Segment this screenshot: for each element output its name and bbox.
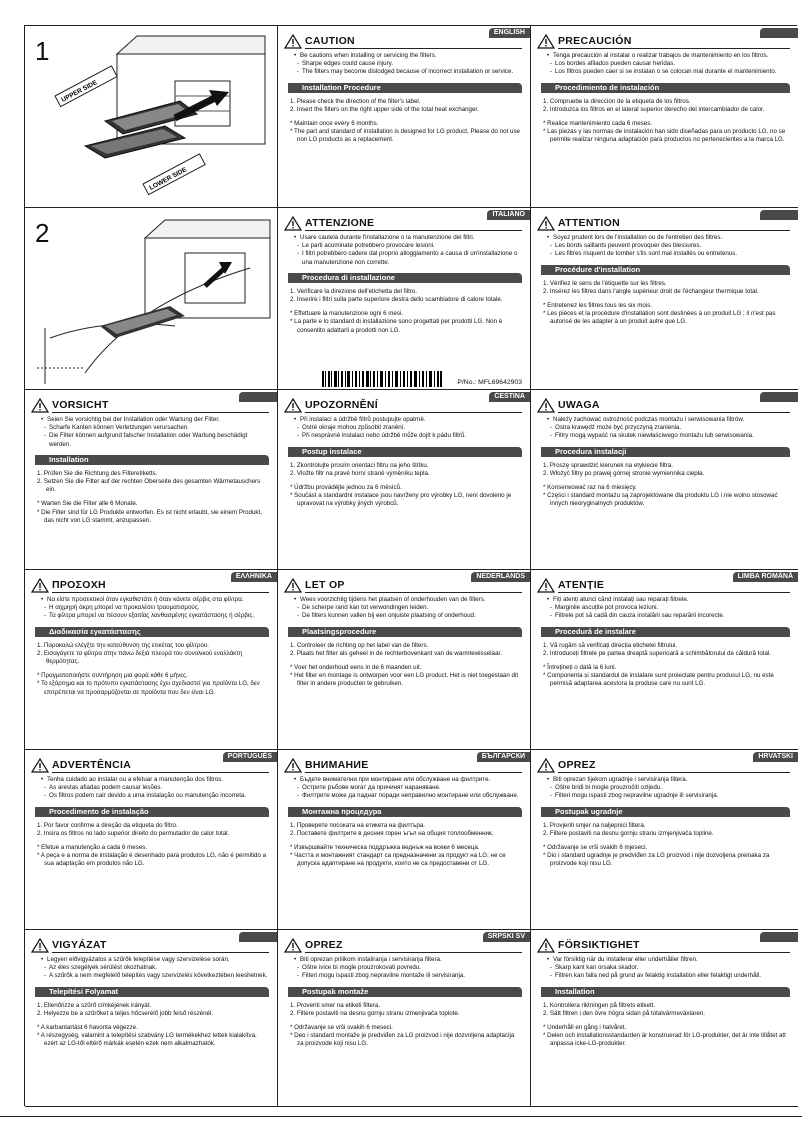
part-number: P/No.: MFL69642903 (457, 379, 522, 386)
procedure-step: 1. Проверете посоката на етикета на филтъра. (290, 821, 426, 829)
figure-cell-1 (25, 26, 278, 207)
section-cell (278, 750, 531, 929)
warning-list (294, 416, 522, 441)
note-item: * A peça e a norma de instalação é desenhado para produtos LG, não é permitido a sua adaptação em produtos não LG. (37, 852, 267, 868)
warning-item: • Να είστε προσεκτικοί όταν εγκαθιστάτε ή όταν κάνετε σέρβις στα φίλτρα. (41, 596, 269, 604)
note-item: * Το εξάρτημα και το πρότυπο εγκατάστασης έχει σχεδιαστεί για προϊόντα LG, δεν επιτρέπεται να προσαρμόζονται σε προϊόντα που δεν είναι LG. (37, 680, 260, 696)
step-number-1: 1 (35, 36, 50, 66)
procedure-step: 2. Introduceți filtrele pe partea dreaptă superioară a schimbătorului de căldură total. (543, 649, 772, 657)
warning-list (547, 52, 790, 77)
filter-install-diagram-2 (25, 208, 278, 389)
note-item: * Deo i standard montaže je predviđen za LG proizvod i nije dozvoljena adaptacija za proizvode koji nisu LG. (290, 1032, 515, 1048)
language-section (25, 753, 277, 869)
notes-list (543, 120, 790, 145)
procedure-title: Postup instalace (288, 447, 522, 457)
warning-item: - Ostra krawędź może być przyczyną zranienia. (547, 424, 790, 432)
notes-list (37, 500, 269, 525)
language-section (278, 933, 530, 1049)
procedure-steps (290, 462, 522, 478)
barcode (322, 371, 442, 387)
warning-item: - Los filtros pueden caer si se instalan o se colocan mal durante el mantenimiento. (547, 68, 790, 76)
procedure-title: Postupak ugradnje (541, 807, 790, 817)
warning-item: • Soyez prudent lors de l'installation ou de l'entretien des filtres. (547, 234, 790, 242)
language-section (531, 398, 798, 509)
warning-item: - Die Filter können aufgrund falscher Installation oder Wartung beschädigt werden. (41, 432, 269, 448)
caution-title: CAUTION (305, 35, 522, 49)
warning-item: - Filtry mogą wypaść na skutek niewłaściwego montażu lub serwisowania. (547, 432, 790, 440)
notes-list (290, 310, 522, 335)
warning-list (41, 956, 269, 981)
section-cell (278, 26, 531, 207)
notes-list (290, 1024, 522, 1049)
language-tab: БЪЛГАРСКИ (477, 752, 530, 762)
warning-triangle-icon (537, 216, 555, 231)
procedure-title: Procedură de instalare (541, 627, 790, 637)
caution-title: ADVERTÊNCIA (52, 759, 269, 773)
procedure-step: 1. Zkontrolujte prosím orientaci filtru na jeho štítku. (290, 461, 429, 469)
procedure-steps (543, 98, 790, 114)
warning-item: - De scherpe rand kan tot verwondingen leiden. (294, 604, 522, 612)
procedure-step: 2. Włożyć filtry po prawej górnej stronie wymiennika ciepła. (543, 469, 705, 477)
procedure-title: Διαδικασία εγκατάστασης (35, 627, 269, 637)
procedure-steps (290, 1002, 522, 1018)
warning-triangle-icon (284, 398, 302, 413)
procedure-title: Installation (35, 455, 269, 465)
language-tab: ČEŠTINA (489, 392, 530, 402)
note-item: * Entretenez les filtres tous les six mois. (543, 302, 653, 310)
procedure-title: Монтажна процедура (288, 807, 522, 817)
notes-list (290, 484, 522, 509)
warning-triangle-icon (537, 938, 555, 953)
section-cell (278, 208, 531, 389)
procedure-step: 1. Ellenőrizze a szűrő címkéjének irányát. (37, 1001, 152, 1009)
language-tab: PORTUGUÊS (223, 752, 277, 762)
warning-item: • Бъдете внимателни при монтиране или обслужване на филтрите. (294, 776, 522, 784)
warning-item: - Le parti acuminate potrebbero provocare lesioni. (294, 242, 522, 250)
warning-item: - Os filtros podem cair devido a uma instalação ou manutenção incorreta. (41, 792, 269, 800)
warning-triangle-icon (537, 34, 555, 49)
note-item: * Las piezas y las normas de instalación han sido diseñadas para un producto LG, no se permite realizar ninguna adaptación para productos no pertenecientes a la marca LG. (543, 128, 786, 144)
note-item: * Effettuare la manutenzione ogni 6 mesi. (290, 310, 404, 318)
notes-list (37, 672, 269, 697)
procedure-title: Procedura instalacji (541, 447, 790, 457)
procedure-steps (290, 288, 522, 304)
warning-item: - Sharpe edges could cause injury. (294, 60, 522, 68)
procedure-step: 2. Поставете филтрите в десния горен ъгъл на общия топлообменник. (290, 829, 494, 837)
section-cell (25, 750, 278, 929)
warning-item: • Legyen elővigyázatos a szűrők telepítése vagy szervizelése során. (41, 956, 269, 964)
note-item: * Het filter en montage is ontworpen voor een LG product. Het is niet toegestaan dit filter in andere producten te gebruiken. (290, 672, 519, 688)
language-tab (239, 932, 277, 942)
procedure-step: 1. Παρακαλώ ελέγξτε την κατεύθυνση της ετικέτας του φίλτρου. (37, 641, 209, 649)
procedure-title: Plaatsingsprocedure (288, 627, 522, 637)
language-tab (760, 28, 798, 38)
procedure-steps (543, 1002, 790, 1018)
procedure-step: 1. Prüfen Sie die Richtung des Filteretiketts. (37, 469, 158, 477)
warning-list (547, 596, 790, 621)
language-section (278, 393, 530, 509)
procedure-steps (290, 98, 522, 114)
warning-item: • Fiți atenți atunci când instalați sau reparați filtrele. (547, 596, 790, 604)
warning-item: - Los bordes afilados pueden causar heridas. (547, 60, 790, 68)
notes-list (543, 1024, 790, 1049)
procedure-step: 2. Εισαγάγετε τα φίλτρα στην πάνω δεξιά πλευρά του συνολικού εναλλάκτη θερμότητας. (37, 649, 243, 666)
language-tab: NEDERLANDS (471, 572, 530, 582)
notes-list (543, 664, 790, 689)
section-cell (531, 208, 798, 389)
section-cell (531, 750, 798, 929)
caution-title: ВНИМАНИЕ (305, 759, 522, 773)
procedure-step: 1. Por favor confirme a direção da etiqueta do filtro. (37, 821, 178, 829)
notes-list (543, 302, 790, 327)
warning-item: - Ostré okraje mohou způsobit zranění. (294, 424, 522, 432)
warning-list (41, 776, 269, 801)
section-cell (25, 930, 278, 1106)
language-section (531, 216, 798, 327)
procedure-step: 1. Proszę sprawdzić kierunek na etykiecie filtra. (543, 461, 673, 469)
note-item: * La parte e lo standard di installazione sono progettati per prodotti LG. Non è consentito adattarli a prodotti non LG. (290, 318, 503, 334)
warning-item: • Tenha cuidado ao instalar ou a efetuar a manutenção dos filtros. (41, 776, 269, 784)
section-cell (278, 930, 531, 1106)
note-item: * Delen och installationsstandarden är konstruerad för LG-produkter, det är inte tillåtet att anpassa icke-LG-produkter. (543, 1032, 786, 1048)
warning-triangle-icon (537, 398, 555, 413)
procedure-step: 2. Helyezze be a szűrőket a teljes hőcserélő jobb felső részénél. (37, 1009, 214, 1017)
warning-item: - Filtrele pot să cadă din cauza instalării sau reparării incorecte. (547, 612, 790, 620)
caution-title: UWAGA (558, 399, 790, 413)
procedure-step: 1. Vă rugăm să verificați direcția etichetei filtrului. (543, 641, 678, 649)
warning-item: • Biti oprezan tijekom ugradnje i servisiranja filtera. (547, 776, 790, 784)
row-5 (25, 750, 798, 930)
language-section (531, 573, 798, 689)
warning-item: - Filteri mogu ispasti zbog nepravilne ugradnje ili servisiranja. (547, 792, 790, 800)
warning-list (41, 596, 269, 621)
caution-title: ATTENTION (558, 217, 790, 231)
language-tab: ITALIANO (487, 210, 530, 220)
procedure-steps (37, 642, 269, 667)
section-cell (278, 570, 531, 749)
language-tab (760, 392, 798, 402)
warning-item: - Les bords saillants peuvent provoquer des blessures. (547, 242, 790, 250)
caution-header (537, 216, 798, 231)
note-item: * Извършвайте техническа поддръжка веднъж на всеки 6 месеца. (290, 844, 480, 852)
warning-item: • Biti oprezan prilikom instaliranja i servisiranja filtera. (294, 956, 522, 964)
warning-triangle-icon (537, 578, 555, 593)
caution-title: UPOZORNĚNÍ (305, 399, 522, 413)
note-item: * A részegység, valamint a telepítési szabvány LG termékekhez lettek kialakítva, ezért az LG-től eltérő márkák esetén ezek nem alkalmazhatók. (37, 1032, 257, 1048)
notes-list (543, 484, 790, 509)
language-section (278, 29, 530, 145)
section-cell (25, 390, 278, 569)
warning-item: • Be cautions when installing or servicing the filters. (294, 52, 522, 60)
manual-sheet (24, 25, 797, 1106)
row-4 (25, 570, 798, 750)
warning-item: - I filtri potrebbero cadere dal proprio alloggiamento a causa di un'installazione o una manutenzione non corrette. (294, 250, 522, 266)
note-item: * Частта и монтажният стандарт са предназначени за продукт на LG; не се допуска адаптиране на продукти, които не са предоставени от LG. (290, 852, 506, 868)
language-tab: SRPSKI SV (483, 932, 530, 942)
procedure-steps (37, 822, 269, 838)
warning-item: • Var försiktig när du installerar eller underhåller filtren. (547, 956, 790, 964)
procedure-step: 2. Filtere postaviti na desnu gornju stranu izmenjivača toplote. (290, 1009, 460, 1017)
procedure-step: 2. Plaats het filter als geheel in de rechterbovenkant van de warmtewisselaar. (290, 649, 502, 657)
warning-triangle-icon (537, 758, 555, 773)
upper-side-label: UPPER SIDE (60, 79, 99, 104)
procedure-step: 1. Verificare la direzione dell'etichetta del filtro. (290, 287, 418, 295)
note-item: * Πραγματοποιήστε συντήρηση μια φορά κάθε 6 μήνες. (37, 672, 188, 680)
warning-item: - Filteri mogu ispasti zbog nepravilne montaže ili servisiranja. (294, 972, 522, 980)
warning-item: - Oštre bridi bi mogle prouzročiti ozljedu. (547, 784, 790, 792)
language-section (278, 753, 530, 869)
caution-title: LET OP (305, 579, 522, 593)
note-item: * Údržbu provádějte jednou za 6 měsíců. (290, 484, 402, 492)
procedure-steps (543, 642, 790, 658)
warning-item: - As arestas afiadas podem causar lesões. (41, 784, 269, 792)
warning-triangle-icon (284, 216, 302, 231)
procedure-steps (543, 280, 790, 296)
warning-item: - Skarp kant kan orsaka skador. (547, 964, 790, 972)
note-item: * A karbantartást 6 havonta végezze. (37, 1024, 138, 1032)
section-cell (278, 390, 531, 569)
warning-item: - Филтрите може да паднат поради неправилно монтиране или обслужване. (294, 792, 522, 800)
warning-item: • Usare cautela durante l'installazione o la manutenzione dei filtri. (294, 234, 522, 242)
note-item: * Součást a standardní instalace jsou navrženy pro výrobky LG, není dovoleno je upravovat na výrobky jiných výrobců. (290, 492, 512, 508)
warning-triangle-icon (284, 938, 302, 953)
warning-item: • Wees voorzichtig tijdens het plaatsen of onderhouden van de filters. (294, 596, 522, 604)
procedure-title: Telepítési Folyamat (35, 987, 269, 997)
language-section (25, 573, 277, 697)
warning-item: - Scharfe Kanten können Verletzungen verursachen. (41, 424, 269, 432)
section-cell (531, 26, 798, 207)
procedure-steps (543, 462, 790, 478)
language-tab: ENGLISH (489, 28, 530, 38)
note-item: * Die Filter sind für LG Produkte entworfen. Es ist nicht erlaubt, sie einem Produkt, das nicht von LG stammt, anzupassen. (37, 508, 262, 524)
caution-title: ATENȚIE (558, 579, 790, 593)
caution-title: ATTENZIONE (305, 217, 522, 231)
caution-title: FÖRSIKTIGHET (558, 939, 790, 953)
warning-list (294, 596, 522, 621)
warning-item: - The filters may become dislodged because of incorrect installation or service. (294, 68, 522, 76)
note-item: * Održavanje se vrši svakih 6 mjeseci. (543, 844, 648, 852)
warning-triangle-icon (284, 578, 302, 593)
warning-item: - Oštre ivice bi mogle prouzrokovati povredu. (294, 964, 522, 972)
warning-triangle-icon (284, 758, 302, 773)
notes-list (543, 844, 790, 869)
procedure-step: 2. Introduzca los filtros en el lateral superior derecho del intercambiador de calor. (543, 105, 765, 113)
note-item: * Warten Sie die Filter alle 6 Monate. (37, 500, 138, 508)
row-3 (25, 390, 798, 570)
caution-title: VIGYÁZAT (52, 939, 269, 953)
procedure-steps (37, 470, 269, 495)
language-tab: ΕΛΛΗΝΙΚΑ (231, 572, 277, 582)
note-item: * Części i standard montażu są zaprojektowane dla produktu LG i nie wolno stosować innych nieoryginalnych produktów. (543, 492, 778, 508)
notes-list (290, 120, 522, 145)
procedure-step: 1. Controleer de richting op het label van de filters. (290, 641, 429, 649)
language-tab (760, 210, 798, 220)
procedure-step: 2. Insert the filters on the right upper side of the total heat exchanger. (290, 105, 479, 113)
step-number-2: 2 (35, 218, 50, 248)
warning-item: - Az éles szegélyek sérülést okozhatnak. (41, 964, 269, 972)
procedure-steps (290, 822, 522, 838)
warning-list (294, 956, 522, 981)
section-cell (531, 930, 798, 1106)
warning-item: - De filters kunnen vallen bij een onjuiste plaatsing of onderhoud. (294, 612, 522, 620)
note-item: * Les pièces et la procédure d'installation sont destinées à un produit LG ; il n'est pas autorisé de les adapter à un produit autre que LG. (543, 310, 776, 326)
note-item: * Componenta și standardul de instalare sunt proiectate pentru produsul LG, nu este permisă adaptarea acestora la produse care nu sunt LG. (543, 672, 774, 688)
warning-list (547, 776, 790, 801)
procedure-title: Installation (541, 987, 790, 997)
caution-header (537, 398, 798, 413)
filter-install-diagram-1 (25, 26, 278, 207)
procedure-step: 1. Proveriti smer na etiketi filtera. (290, 1001, 381, 1009)
language-tab: HRVATSKI (753, 752, 798, 762)
section-cell (531, 390, 798, 569)
procedure-title: Installation Procedure (288, 83, 522, 93)
caution-header (537, 34, 798, 49)
language-tab: LIMBA ROMÂNĂ (733, 572, 798, 582)
language-section (278, 211, 530, 335)
language-section (531, 938, 798, 1049)
procedure-title: Postupak montaže (288, 987, 522, 997)
note-item: * Underhåll en gång i halvåret. (543, 1024, 627, 1032)
warning-list (294, 776, 522, 801)
lower-side-label: LOWER SIDE (148, 166, 189, 192)
caution-title: VORSICHT (52, 399, 269, 413)
procedure-step: 1. Please check the direction of the filter's label. (290, 97, 421, 105)
warning-item: - Les filtres risquent de tomber s'ils sont mal installés ou entretenus. (547, 250, 790, 258)
caution-title: PRECAUCIÓN (558, 35, 790, 49)
procedure-step: 2. Setzen Sie die Filter auf der rechten Oberseite des gesamten Wärmetauschers ein. (37, 478, 261, 494)
notes-list (290, 844, 522, 869)
note-item: * The part and standard of installation is designed for LG product, Please do not use non LG products as a replacement. (290, 128, 521, 144)
language-tab (239, 392, 277, 402)
section-cell (531, 570, 798, 749)
procedure-step: 2. Insérez les filtres dans l'angle supérieur droit de l'échangeur thermique total. (543, 287, 759, 295)
note-item: * Voer het onderhoud eens in de 6 maanden uit. (290, 664, 422, 672)
procedure-step: 2. Filtere postaviti na desnu gornju stranu izmjenjivača topline. (543, 829, 714, 837)
language-section (25, 938, 277, 1049)
warning-list (294, 234, 522, 267)
notes-list (37, 844, 269, 869)
notes-list (290, 664, 522, 689)
warning-triangle-icon (31, 758, 49, 773)
procedure-step: 2. Inserire i filtri sulla parte superiore destra dello scambiatore di calore totale. (290, 296, 503, 304)
procedure-title: Procédure d'installation (541, 265, 790, 275)
procedure-title: Procedimento de instalação (35, 807, 269, 817)
caution-title: OPREZ (558, 759, 790, 773)
procedure-title: Procedura di installazione (288, 273, 522, 283)
warning-item: - Τα φίλτρα μπορεί να πέσουν εξαιτίας λανθασμένης εγκατάστασης ή σέρβις. (41, 612, 269, 620)
warning-list (41, 416, 269, 449)
warning-item: - Η αιχμηρή άκρη μπορεί να προκαλέσει τραυματισμούς. (41, 604, 269, 612)
warning-item: - Filtren kan falla ned på grund av felaktig installation eller felaktigt underhåll. (547, 972, 790, 980)
caution-title: ΠΡΟΣΟΧΗ (52, 579, 269, 593)
procedure-step: 1. Kontrollera riktningen på filtrets etikett. (543, 1001, 656, 1009)
row-2 (25, 208, 798, 390)
procedure-steps (290, 642, 522, 658)
warning-item: - A szűrők a nem megfelelő telepítés vagy szervizelés következtében leeshetnek. (41, 972, 269, 980)
figure-cell-2 (25, 208, 278, 389)
warning-item: • Seien Sie vorsichtig bei der Installation oder Wartung der Filter. (41, 416, 269, 424)
warning-item: • Tenga precaución al instalar o realizar trabajos de mantenimiento en los filtros. (547, 52, 790, 60)
warning-list (547, 416, 790, 441)
language-section (531, 34, 798, 145)
note-item: * Održavanje se vrši svakih 6 meseci. (290, 1024, 393, 1032)
procedure-step: 2. Insira os filtros no lado superior direito do permutador de calor total. (37, 829, 230, 837)
warning-item: - Marginile ascuțite pot provoca leziuni. (547, 604, 790, 612)
language-section (531, 753, 798, 869)
caution-header (537, 938, 798, 953)
procedure-steps (543, 822, 790, 838)
warning-item: • Při instalaci a údržbě filtrů postupujte opatrně. (294, 416, 522, 424)
row-6 (25, 930, 798, 1107)
note-item: * Realice mantenimiento cada 6 meses. (543, 120, 653, 128)
language-section (25, 398, 277, 525)
procedure-step: 1. Vérifiez le sens de l'étiquette sur les filtres. (543, 279, 667, 287)
language-tab (760, 932, 798, 942)
warning-triangle-icon (284, 34, 302, 49)
warning-list (547, 234, 790, 259)
section-cell (25, 570, 278, 749)
note-item: * Konserwować raz na 6 miesięcy. (543, 484, 637, 492)
row-1 (25, 26, 798, 208)
procedure-step: 1. Compruebe la dirección de la etiqueta de los filtros. (543, 97, 691, 105)
caution-title: OPREZ (305, 939, 522, 953)
procedure-title: Procedimiento de instalación (541, 83, 790, 93)
page-bottom-rule (0, 1116, 802, 1117)
procedure-step: 2. Sätt filtren i den övre högra sidan på totalvärmeväxlaren. (543, 1009, 705, 1017)
warning-triangle-icon (31, 938, 49, 953)
language-section (278, 573, 530, 689)
warning-triangle-icon (31, 398, 49, 413)
procedure-step: 2. Vložte filtr na pravé horní straně výměníku tepla. (290, 469, 430, 477)
warning-item: - Při nesprávné instalaci nebo údržbě může dojít k pádu filtrů. (294, 432, 522, 440)
warning-item: - Острите ръбове могат да причинят нараняване. (294, 784, 522, 792)
procedure-steps (37, 1002, 269, 1018)
warning-item: • Należy zachować ostrożność podczas montażu i serwisowania filtrów. (547, 416, 790, 424)
note-item: * Dio i standard ugradnje je predviđen za LG proizvod i nije dozvoljena preinaka za proizvode koji nisu LG. (543, 852, 770, 868)
warning-list (547, 956, 790, 981)
note-item: * Întrețineți o dată la 6 luni. (543, 664, 617, 672)
procedure-step: 1. Provjeriti smjer na naljepnici filtera. (543, 821, 646, 829)
warning-triangle-icon (31, 578, 49, 593)
note-item: * Maintain once every 6 months. (290, 120, 379, 128)
warning-list (294, 52, 522, 77)
notes-list (37, 1024, 269, 1049)
note-item: * Efetue a manutenção a cada 6 meses. (37, 844, 148, 852)
